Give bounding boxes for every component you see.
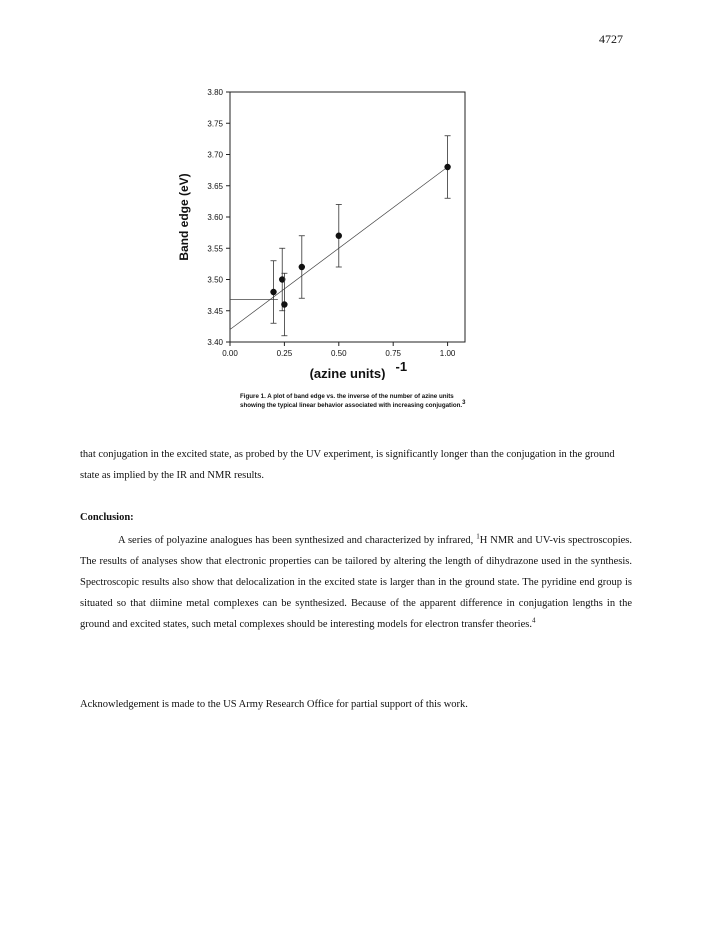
figure-caption — [240, 392, 540, 410]
y-tick-label: 3.50 — [207, 275, 223, 285]
x-tick-label: 0.75 — [385, 349, 401, 358]
conclusion-paragraph — [80, 530, 632, 635]
caption-reference: 3 — [462, 399, 466, 406]
conclusion-reference: 4 — [531, 616, 536, 625]
data-point — [299, 264, 305, 270]
conclusion-text-a: A series of polyazine analogues has been synthesized and characterized by infrared, — [118, 535, 474, 546]
x-tick-label: 1.00 — [439, 349, 456, 358]
conclusion-text-b: H NMR and UV-vis spectroscopies. The results of analyses show that electronic properties can be tailored by altering the length of dihydrazone used in the synthesis. Spectroscopic results also show that delocalization in the excited state is larger than in the ground state. The pyridine end group is situated so that diimine metal complexes can be synthesized. Because of the apparent difference in conjugation lengths in the ground and excited states, such metal complexes should be interesting models for electron transfer theories. — [80, 535, 632, 630]
y-tick-label: 3.60 — [207, 213, 223, 222]
data-point — [336, 233, 342, 239]
paragraph-continuation: that conjugation in the excited state, as probed by the UV experiment, is significantly longer than the conjugation in the ground state as implied by the IR and NMR results. — [80, 449, 615, 481]
data-point — [270, 289, 276, 295]
band-edge-chart — [160, 80, 500, 380]
data-point — [444, 164, 450, 170]
y-tick-label: 3.80 — [207, 88, 223, 97]
y-tick-label: 3.70 — [207, 150, 223, 160]
y-axis-label: Band edge (eV) — [177, 173, 191, 261]
x-axis-label-exponent: -1 — [395, 359, 408, 374]
y-tick-label: 3.75 — [207, 119, 223, 129]
x-tick-label: 0.00 — [222, 349, 238, 358]
x-axis-label: (azine units) — [309, 366, 386, 380]
y-tick-label: 3.45 — [207, 306, 223, 316]
plot-frame — [230, 92, 465, 342]
nmr-superscript: 1 — [476, 532, 480, 541]
y-tick-label: 3.40 — [207, 338, 223, 347]
caption-line-1: Figure 1. A plot of band edge vs. the inverse of the number of azine units — [240, 393, 454, 400]
y-tick-label: 3.65 — [207, 181, 223, 191]
x-tick-label: 0.50 — [331, 349, 347, 358]
y-tick-label: 3.55 — [207, 244, 223, 254]
acknowledgement-paragraph: Acknowledgement is made to the US Army Research Office for partial support of this work. — [80, 699, 468, 710]
band-edge-figure — [160, 80, 500, 380]
x-tick-label: 0.25 — [276, 349, 293, 358]
caption-line-2: showing the typical linear behavior associated with increasing conjugation. — [240, 402, 463, 409]
data-point — [281, 301, 287, 307]
page-number: 4727 — [599, 32, 623, 46]
conclusion-heading: Conclusion: — [80, 512, 134, 523]
